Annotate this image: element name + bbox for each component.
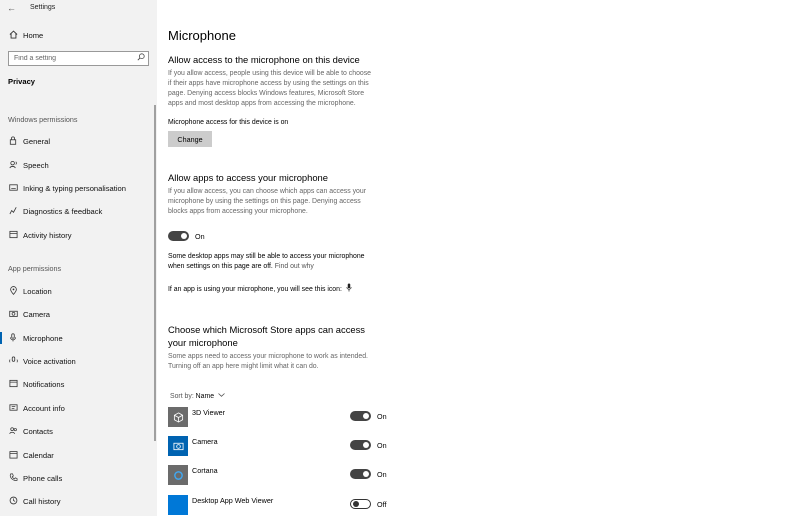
- sidebar-item-speech[interactable]: [0, 154, 157, 176]
- sidebar-item-label: Account info: [23, 403, 65, 413]
- toggle-knob: [181, 233, 187, 239]
- sidebar-item-label: Voice activation: [23, 356, 76, 366]
- phone-icon: [8, 473, 18, 484]
- section-title: Privacy: [8, 77, 36, 86]
- description-line: Turning off an app here might limit what it can do.: [168, 363, 319, 370]
- sidebar-item-label: Contacts: [23, 426, 53, 436]
- sidebar-item-location[interactable]: [0, 280, 157, 302]
- note-line: Some desktop apps may still be able to access your microphone: [168, 253, 365, 260]
- notifications-icon: [8, 379, 18, 390]
- sidebar-item-account-info[interactable]: [0, 397, 157, 419]
- diagnostics-icon: [8, 206, 18, 217]
- toggle-knob: [353, 501, 359, 507]
- search-input[interactable]: [9, 52, 134, 65]
- sidebar-item-home[interactable]: [0, 24, 157, 46]
- microphone-icon: [8, 333, 18, 344]
- page-title: Microphone: [168, 28, 236, 43]
- app-name: Camera: [192, 437, 218, 446]
- sidebar-item-label: Speech: [23, 160, 49, 170]
- sidebar-item-label: Call history: [23, 496, 61, 506]
- main-content: [157, 0, 800, 516]
- search-icon[interactable]: [137, 53, 145, 63]
- contacts-icon: [8, 426, 18, 437]
- sidebar-item-camera[interactable]: [0, 303, 157, 325]
- description-line: microphone by using the settings on this page. Denying access: [168, 198, 361, 205]
- heading-line: your microphone: [168, 337, 238, 348]
- description-line: apps and most desktop apps from accessing the microphone.: [168, 100, 356, 107]
- app-name: 3D Viewer: [192, 408, 226, 417]
- note-line: [168, 262, 364, 272]
- camera-icon: [8, 309, 18, 320]
- calendar-icon: [8, 450, 18, 461]
- sidebar-item-label: Notifications: [23, 379, 65, 389]
- sidebar-item-label: Home: [23, 30, 44, 40]
- lock-icon: [8, 136, 18, 147]
- description-line: Some apps need to access your microphone to work as intended.: [168, 353, 368, 360]
- device-access-heading: Allow access to the microphone on this device: [168, 54, 360, 65]
- window-title: Settings: [30, 4, 56, 11]
- sidebar-item-voice-activation[interactable]: [0, 350, 157, 372]
- toggle-knob: [363, 413, 369, 419]
- app-name: Desktop App Web Viewer: [192, 496, 274, 505]
- app-toggle-3d-viewer[interactable]: [350, 411, 371, 421]
- web-viewer-icon: [168, 495, 188, 515]
- description-line: If you allow access, people using this device will be able to choose: [168, 70, 372, 77]
- sidebar-item-inking-typing[interactable]: [0, 177, 157, 199]
- camera-app-icon: [168, 436, 188, 456]
- toggle-knob: [363, 471, 369, 477]
- activity-icon: [8, 230, 18, 241]
- sidebar-item-label: Activity history: [23, 230, 72, 240]
- app-toggle-desktop-app-web-viewer[interactable]: [350, 499, 371, 509]
- app-toggle-camera[interactable]: [350, 440, 371, 450]
- sidebar: [0, 0, 157, 516]
- app-toggle-label: On: [377, 412, 387, 421]
- description-line: if their apps have microphone access by using the settings on this: [168, 80, 369, 87]
- chevron-down-icon: [218, 392, 225, 399]
- sidebar-item-diagnostics[interactable]: [0, 200, 157, 222]
- sidebar-item-calendar[interactable]: [0, 444, 157, 466]
- sidebar-item-label: General: [23, 136, 51, 146]
- inking-icon: [8, 183, 18, 194]
- find-out-why-link[interactable]: Find out why: [274, 263, 314, 270]
- sidebar-item-label: Camera: [23, 309, 51, 319]
- sidebar-item-phone-calls[interactable]: [0, 467, 157, 489]
- sidebar-scrollbar[interactable]: [154, 105, 156, 441]
- desktop-apps-note: [168, 252, 364, 272]
- device-access-status: Microphone access for this device is on: [168, 119, 289, 126]
- app-access-description: [168, 187, 383, 217]
- sidebar-item-contacts[interactable]: [0, 420, 157, 442]
- home-icon: [8, 30, 18, 41]
- toggle-knob: [363, 442, 369, 448]
- app-access-heading: Allow apps to access your microphone: [168, 172, 328, 183]
- sidebar-item-label: Microphone: [23, 333, 63, 343]
- speech-icon: [8, 160, 18, 171]
- title-bar: [0, 0, 157, 18]
- sidebar-item-microphone[interactable]: [0, 327, 157, 349]
- app-toggle-label: On: [377, 441, 387, 450]
- sidebar-item-label: Inking & typing personalisation: [23, 183, 127, 193]
- app-access-toggle-label: On: [195, 232, 205, 241]
- app-name: Cortana: [192, 466, 218, 475]
- app-row-3d-viewer: [168, 407, 388, 429]
- sidebar-item-activity-history[interactable]: [0, 224, 157, 246]
- sidebar-item-label: Calendar: [23, 450, 54, 460]
- heading-line: Choose which Microsoft Store apps can access: [168, 324, 365, 335]
- sidebar-item-label: Phone calls: [23, 473, 63, 483]
- sort-label: Sort by:: [170, 393, 194, 400]
- description-line: blocks apps from accessing your microphone.: [168, 208, 308, 215]
- note-line-text: when settings on this page are off.: [168, 263, 273, 270]
- app-row-cortana: [168, 465, 388, 487]
- app-row-camera: [168, 436, 388, 458]
- sidebar-item-call-history[interactable]: [0, 490, 157, 512]
- sort-value: Name: [195, 393, 215, 400]
- app-permissions-label: App permissions: [8, 264, 62, 273]
- sidebar-item-general[interactable]: [0, 130, 157, 152]
- location-icon: [8, 286, 18, 297]
- description-line: page. Denying access blocks Windows features, Microsoft Store: [168, 90, 365, 97]
- search-box[interactable]: [8, 51, 149, 66]
- app-toggle-cortana[interactable]: [350, 469, 371, 479]
- app-access-toggle[interactable]: [168, 231, 189, 241]
- device-access-description: [168, 69, 383, 109]
- icon-note: [168, 283, 352, 296]
- description-line: If you allow access, you can choose which apps can access your: [168, 188, 367, 195]
- sidebar-item-notifications[interactable]: [0, 373, 157, 395]
- voice-activation-icon: [8, 356, 18, 367]
- app-toggle-label: On: [377, 470, 387, 479]
- sidebar-item-label: Diagnostics & feedback: [23, 206, 103, 216]
- app-toggle-label: Off: [377, 500, 387, 509]
- call-history-icon: [8, 496, 18, 507]
- 3d-viewer-icon: [168, 407, 188, 427]
- back-arrow-icon[interactable]: ←: [7, 3, 16, 13]
- windows-permissions-label: Windows permissions: [8, 115, 78, 124]
- account-info-icon: [8, 403, 18, 414]
- sidebar-item-label: Location: [23, 286, 52, 296]
- cortana-icon: [168, 465, 188, 485]
- sort-dropdown[interactable]: [170, 392, 225, 400]
- app-row-desktop-app-web-viewer: [168, 495, 388, 516]
- microphone-icon: [346, 283, 352, 296]
- change-button[interactable]: Change: [168, 131, 212, 147]
- icon-note-text: If an app is using your microphone, you will see this icon:: [168, 286, 342, 293]
- store-apps-description: [168, 352, 398, 372]
- store-apps-heading: [168, 323, 365, 349]
